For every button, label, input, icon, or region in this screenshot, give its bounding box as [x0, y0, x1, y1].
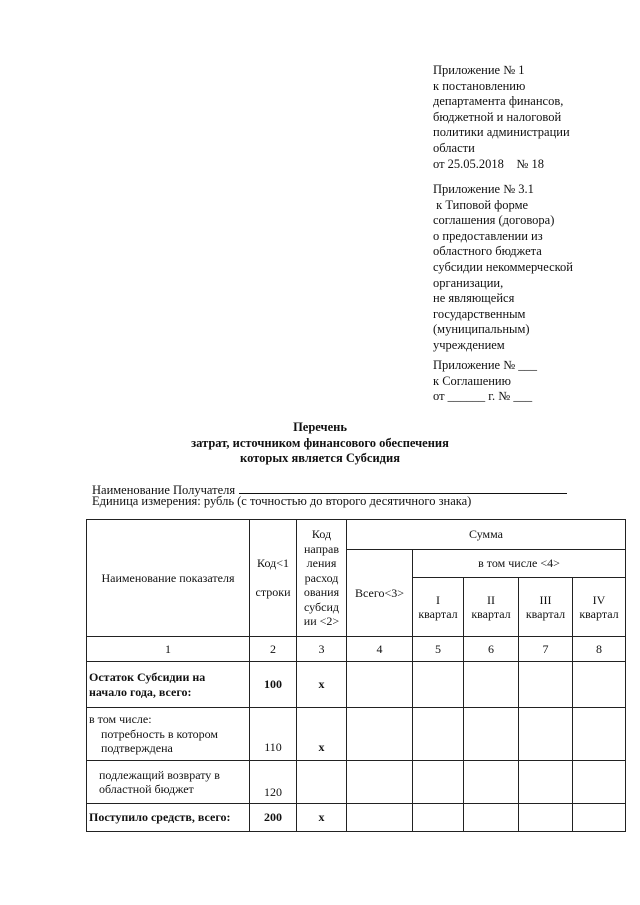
- column-number: 8: [573, 637, 626, 662]
- column-number: 6: [464, 637, 519, 662]
- title-line: затрат, источником финансового обеспечения: [191, 435, 449, 450]
- row-q1-cell: [413, 761, 464, 804]
- recipient-blank-line: [239, 481, 567, 494]
- header-q2: II квартал: [464, 578, 519, 637]
- row-direction: x: [297, 662, 347, 708]
- column-number: 3: [297, 637, 347, 662]
- row-direction: x: [297, 804, 347, 832]
- row-direction: [297, 761, 347, 804]
- row-q2-cell: [464, 662, 519, 708]
- row-code: 200: [250, 804, 297, 832]
- appendix-line: к Типовой форме: [433, 197, 529, 212]
- appendix-line: учреждением: [433, 337, 505, 352]
- appendix-1-block: [433, 63, 570, 172]
- row-q2-cell: [464, 804, 519, 832]
- column-number: 7: [519, 637, 573, 662]
- appendix-line: субсидии некоммерческой: [433, 259, 573, 274]
- title-line: которых является Субсидия: [240, 451, 400, 465]
- header-q4: IV квартал: [573, 578, 626, 637]
- row-q1-cell: [413, 662, 464, 708]
- header-q3: III квартал: [519, 578, 573, 637]
- table-row: [87, 662, 626, 708]
- title-line: Перечень: [293, 420, 347, 434]
- row-q2-cell: [464, 761, 519, 804]
- units-field: [92, 494, 471, 509]
- row-total-cell: [347, 761, 413, 804]
- appendix-line: организации,: [433, 275, 504, 290]
- header-row-code: [250, 520, 297, 637]
- appendix-2-block: [433, 182, 573, 354]
- row-q2-cell: [464, 708, 519, 761]
- row-q1-cell: [413, 708, 464, 761]
- row-q4-cell: [573, 761, 626, 804]
- header-code-line2: строки: [255, 585, 291, 600]
- row-q4-cell: [573, 662, 626, 708]
- row-q3-cell: [519, 662, 573, 708]
- column-number: 5: [413, 637, 464, 662]
- appendix-line: областного бюджета: [433, 244, 542, 259]
- table-row: [87, 804, 626, 832]
- appendix-line: государственным: [433, 306, 526, 321]
- row-q3-cell: [519, 761, 573, 804]
- appendix-line: Приложение № 1: [433, 63, 525, 77]
- header-indicator-name: Наименование показателя: [87, 520, 250, 637]
- header-including: в том числе <4>: [413, 550, 626, 578]
- header-direction-code: Код направ ления расход ования субсид ии <2>: [297, 520, 347, 637]
- units-label: Единица измерения: рубль (с точностью до второго десятичного знака): [92, 494, 472, 508]
- appendix-line: о предоставлении из: [433, 228, 543, 243]
- appendix-line: политики администрации: [433, 125, 570, 140]
- row-name: подлежащий возврату в областной бюджет: [87, 761, 250, 804]
- column-number: 1: [87, 637, 250, 662]
- row-q3-cell: [519, 708, 573, 761]
- row-q4-cell: [573, 804, 626, 832]
- appendix-line: Приложение № 3.1: [433, 182, 534, 196]
- row-q1-cell: [413, 804, 464, 832]
- recipient-label: Наименование Получателя: [92, 483, 236, 497]
- appendix-line: соглашения (договора): [433, 213, 555, 228]
- row-direction: x: [297, 708, 347, 761]
- row-code: 120: [250, 761, 297, 804]
- document-title: [0, 420, 640, 467]
- row-name: в том числе: потребность в котором подтверждена: [87, 708, 250, 761]
- appendix-line: департамента финансов,: [433, 94, 564, 109]
- appendix-line: бюджетной и налоговой: [433, 109, 562, 124]
- row-name: Поступило средств, всего:: [87, 804, 250, 832]
- row-code: 100: [250, 662, 297, 708]
- header-sum: Сумма: [347, 520, 626, 550]
- row-total-cell: [347, 708, 413, 761]
- column-number: 2: [250, 637, 297, 662]
- appendix-line: Приложение № ___: [433, 358, 538, 372]
- column-number: 4: [347, 637, 413, 662]
- appendix-line: от 25.05.2018 № 18: [433, 156, 544, 171]
- row-total-cell: [347, 804, 413, 832]
- appendix-line: к Соглашению: [433, 373, 511, 388]
- header-q1: I квартал: [413, 578, 464, 637]
- row-q4-cell: [573, 708, 626, 761]
- table-row: [87, 761, 626, 804]
- row-total-cell: [347, 662, 413, 708]
- table-row: [87, 708, 626, 761]
- header-total: Всего<3>: [347, 550, 413, 637]
- appendix-3-block: [433, 358, 537, 405]
- appendix-line: к постановлению: [433, 78, 526, 93]
- row-name: Остаток Субсидии на начало года, всего:: [87, 662, 250, 708]
- appendix-line: не являющейся: [433, 291, 515, 306]
- row-q3-cell: [519, 804, 573, 832]
- appendix-line: от ______ г. № ___: [433, 389, 533, 404]
- appendix-line: (муниципальным): [433, 322, 530, 337]
- costs-table: [86, 519, 626, 832]
- appendix-line: области: [433, 140, 475, 155]
- header-code-line1: Код<1: [257, 556, 289, 571]
- row-code: 110: [250, 708, 297, 761]
